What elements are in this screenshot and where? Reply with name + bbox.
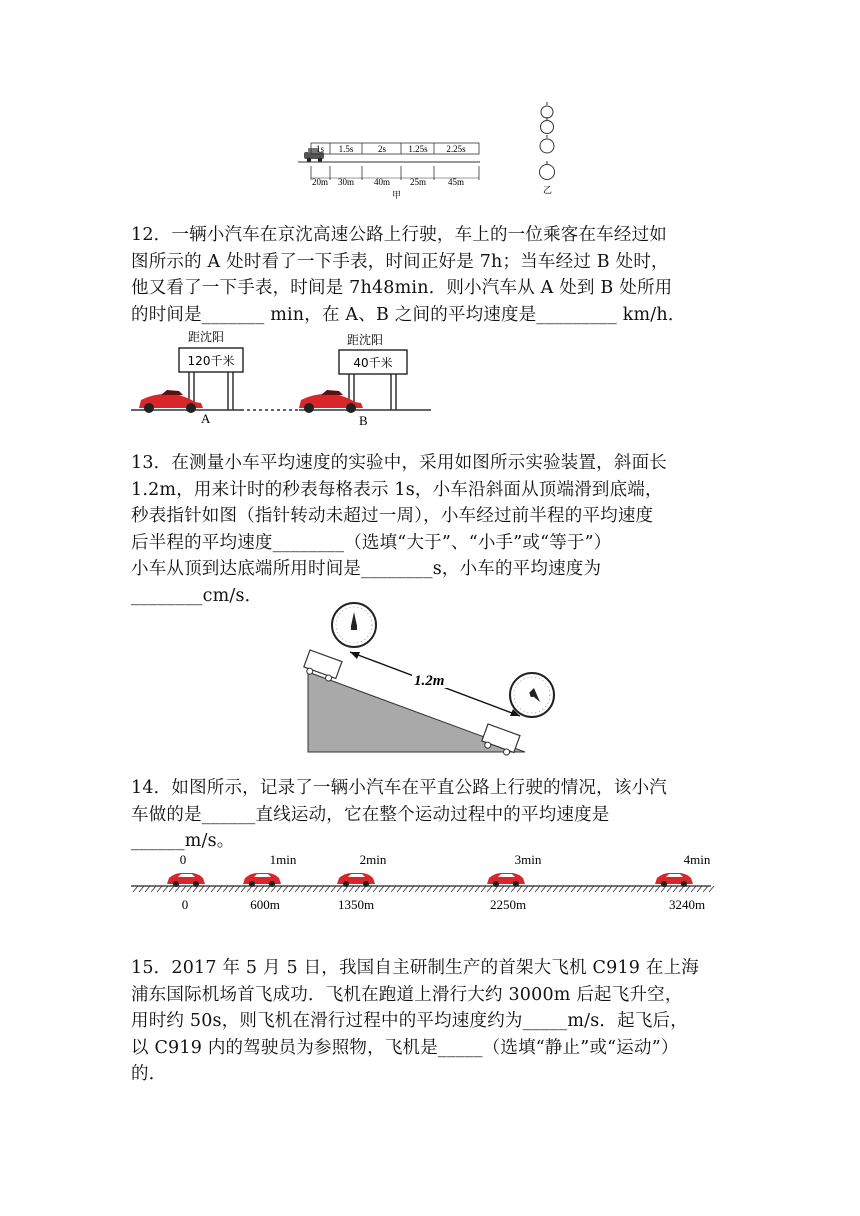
red-car-icon (243, 873, 281, 887)
point-b-label: B (359, 413, 368, 428)
interval-label: 1.5s (338, 144, 354, 154)
text-line: 浦东国际机场首飞成功．飞机在跑道上滑行大约 3000m 后起飞升空， (131, 984, 683, 1005)
svg-text:1350m: 1350m (337, 897, 375, 912)
svg-text:距沈阳: 距沈阳 (347, 333, 384, 347)
text-line: 后半程的平均速度________（选填“大于”、“小手”或“等于”） (131, 532, 612, 553)
stopwatch-start-icon (332, 603, 376, 647)
question-13-text (131, 450, 731, 609)
interval-label: 1s (315, 144, 325, 154)
incline-length-label: 1.2m (414, 673, 445, 689)
time-intervals (311, 143, 479, 154)
svg-text:3240m: 3240m (668, 897, 706, 912)
svg-text:0: 0 (179, 852, 187, 867)
svg-text:3min: 3min (514, 852, 542, 867)
svg-text:120千米: 120千米 (187, 354, 235, 368)
interval-label: 1.25s (408, 144, 428, 154)
text-line: 1.2m，用来计时的秒表每格表示 1s，小车沿斜面从顶端滑到底端， (131, 479, 663, 500)
text-line: 车做的是______直线运动，它在整个运动过程中的平均速度是 (131, 804, 610, 825)
text-line: 12．一辆小汽车在京沈高速公路上行驶，车上的一位乘客在车经过如 (131, 225, 667, 245)
caption-yi: 乙 (543, 186, 553, 196)
figure-q12-highway (131, 328, 431, 428)
text-line: 14．如图所示，记录了一辆小汽车在平直公路上行驶的情况，该小汽 (131, 778, 667, 798)
text-line: 用时约 50s，则飞机在滑行过程中的平均速度约为_____m/s．起飞后， (131, 1011, 688, 1031)
text-line: ______m/s。 (131, 831, 235, 851)
red-car-icon (167, 873, 205, 887)
text-line: 13．在测量小车平均速度的实验中，采用如图所示实验装置，斜面长 (131, 453, 667, 473)
distance-label: 45m (447, 177, 465, 187)
point-a-label: A (201, 411, 211, 426)
red-car-icon (487, 873, 525, 887)
distance-label: 30m (337, 177, 355, 187)
svg-text:1min: 1min (269, 852, 297, 867)
road-sign-b (339, 332, 407, 410)
falling-apple-icon (540, 102, 555, 180)
figure-q13-incline (300, 600, 560, 760)
position-labels (182, 897, 705, 912)
time-labels (180, 852, 711, 867)
svg-text:距沈阳: 距沈阳 (188, 330, 225, 344)
figure-q14-road (131, 848, 716, 920)
text-line: 秒表指针如图（指针转动未超过一周），小车经过前半程的平均速度 (131, 506, 654, 526)
text-line: 他又看了一下手表，时间是 7h48min．则小汽车从 A 处到 B 处所用 (131, 278, 673, 298)
caption-jia: 甲 (392, 191, 402, 201)
distance-marks (311, 166, 479, 187)
text-line: ________cm/s． (131, 585, 263, 606)
red-car-icon (655, 873, 693, 887)
question-14-text (131, 775, 731, 855)
red-car-icon (337, 873, 375, 887)
svg-text:600m: 600m (250, 897, 280, 912)
distance-label: 40m (373, 177, 391, 187)
svg-text:4min: 4min (683, 852, 711, 867)
road-sign-a (179, 329, 243, 410)
distance-label: 25m (409, 177, 427, 187)
stopwatch-end-icon (510, 673, 554, 717)
svg-text:40千米: 40千米 (353, 356, 393, 370)
interval-label: 2s (377, 144, 387, 154)
text-line: 小车从顶到达底端所用时间是________s，小车的平均速度为 (131, 559, 602, 579)
figure-top-motion (290, 100, 580, 205)
svg-text:0: 0 (181, 897, 189, 912)
text-line: 以 C919 内的驾驶员为参照物，飞机是_____（选填“静止”或“运动”） (131, 1037, 679, 1058)
text-line: 的时间是_______ min，在 A、B 之间的平均速度是_________ km/h． (131, 304, 686, 325)
interval-label: 2.25s (446, 144, 466, 154)
question-12-text (131, 222, 731, 328)
svg-text:2min: 2min (359, 852, 387, 867)
question-15-text (131, 955, 731, 1088)
text-line: 的． (131, 1064, 167, 1084)
text-line: 图所示的 A 处时看了一下手表，时间正好是 7h；当车经过 B 处时， (131, 251, 669, 272)
distance-label: 20m (311, 177, 329, 187)
svg-text:2250m: 2250m (489, 897, 527, 912)
text-line: 15．2017 年 5 月 5 日，我国自主研制生产的首架大飞机 C919 在上海 (131, 958, 700, 978)
road-hatching (133, 886, 714, 892)
